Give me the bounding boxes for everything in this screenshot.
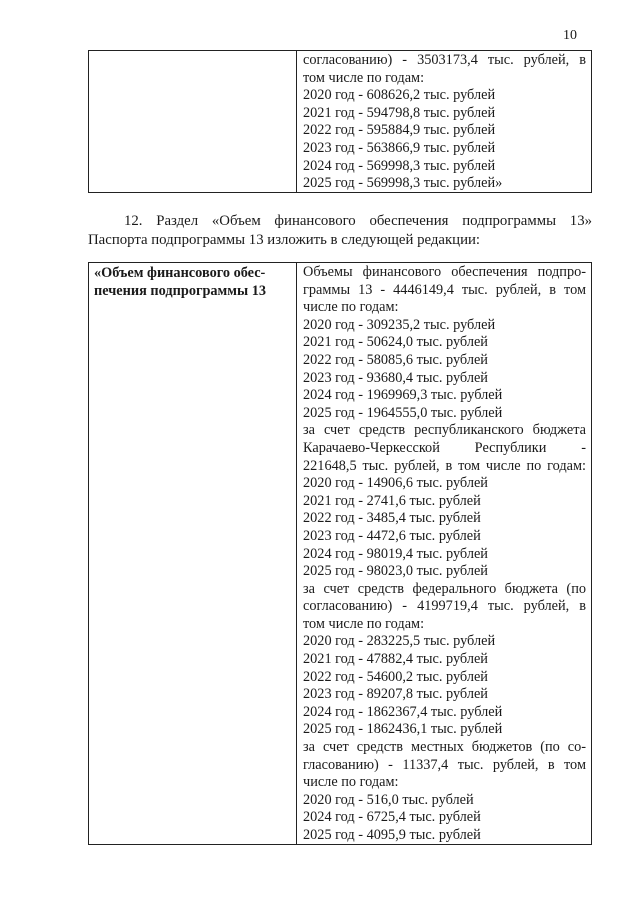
text-line: согласованию) - 3503173,4 тыс. рублей, в — [303, 52, 586, 68]
year-line: 2021 год - 2741,6 тыс. рублей — [303, 492, 481, 509]
text-line: за счет средств местных бюджетов (по со- — [303, 739, 586, 756]
year-line: 2023 год - 89207,8 тыс. рублей — [303, 686, 488, 703]
heading-line: «Объем финансового обес- — [94, 265, 266, 281]
text-line: том числе по годам: — [303, 69, 425, 86]
amendment-paragraph — [88, 212, 592, 249]
text-line: Карачаево-Черкесской Республики - — [303, 439, 586, 456]
heading-line: печения подпрограммы 13 — [94, 282, 267, 299]
text-line: том числе по годам: — [303, 615, 425, 632]
text-line: числе по годам: — [303, 774, 399, 791]
year-line: 2024 год - 569998,3 тыс. рублей — [303, 157, 496, 174]
text-line: числе по годам: — [303, 299, 399, 316]
text-line: за счет средств республиканского бюджета — [303, 422, 586, 439]
year-line: 2022 год - 595884,9 тыс. рублей — [303, 122, 496, 139]
year-line: 2020 год - 309235,2 тыс. рублей — [303, 316, 496, 333]
year-line: 2021 год - 47882,4 тыс. рублей — [303, 651, 488, 668]
year-line: 2020 год - 516,0 тыс. рублей — [303, 791, 474, 808]
text-line: 221648,5 тыс. рублей, в том числе по годам: — [303, 457, 586, 474]
paragraph-line-1: 12. Раздел «Объем финансового обеспечения подпрограммы 13» — [124, 213, 592, 229]
year-line: 2024 год - 98019,4 тыс. рублей — [303, 545, 488, 562]
page-number: 10 — [563, 28, 577, 43]
table-financing-left-cell — [89, 263, 297, 845]
year-line: 2023 год - 4472,6 тыс. рублей — [303, 527, 481, 544]
year-line: 2021 год - 50624,0 тыс. рублей — [303, 334, 488, 351]
table-continued — [88, 50, 592, 193]
text-line: Объемы финансового обеспечения подпро- — [303, 264, 586, 280]
year-line: 2021 год - 594798,8 тыс. рублей — [303, 104, 496, 121]
year-line: 2020 год - 14906,6 тыс. рублей — [303, 475, 488, 492]
text-line: за счет средств федерального бюджета (по — [303, 580, 586, 597]
year-line: 2025 год - 98023,0 тыс. рублей — [303, 563, 488, 580]
year-line: 2023 год - 563866,9 тыс. рублей — [303, 139, 496, 156]
year-line: 2022 год - 54600,2 тыс. рублей — [303, 668, 488, 685]
year-line: 2022 год - 58085,6 тыс. рублей — [303, 351, 488, 368]
year-line: 2025 год - 1862436,1 тыс. рублей — [303, 721, 503, 738]
table-continued-left-cell — [89, 51, 297, 193]
paragraph-line-2: Паспорта подпрограммы 13 изложить в следующей редакции: — [88, 231, 481, 248]
text-line: гласованию) - 11337,4 тыс. рублей, в том — [303, 756, 586, 773]
year-line: 2025 год - 4095,9 тыс. рублей — [303, 827, 481, 843]
text-line: граммы 13 - 4446149,4 тыс. рублей, в том — [303, 281, 586, 298]
table-financing — [88, 262, 592, 845]
year-line: 2025 год - 569998,3 тыс. рублей» — [303, 175, 503, 192]
year-line: 2024 год - 1862367,4 тыс. рублей — [303, 703, 503, 720]
year-line: 2024 год - 1969969,3 тыс. рублей — [303, 387, 503, 404]
year-line: 2023 год - 93680,4 тыс. рублей — [303, 369, 488, 386]
year-line: 2025 год - 1964555,0 тыс. рублей — [303, 404, 503, 421]
year-line: 2022 год - 3485,4 тыс. рублей — [303, 510, 481, 527]
year-line: 2020 год - 608626,2 тыс. рублей — [303, 87, 496, 104]
financing-heading — [89, 263, 296, 300]
table-continued-right-cell — [297, 51, 592, 193]
text-line: согласованию) - 4199719,4 тыс. рублей, в — [303, 598, 586, 615]
table-financing-right-cell — [297, 263, 592, 845]
year-line: 2020 год - 283225,5 тыс. рублей — [303, 633, 496, 650]
year-line: 2024 год - 6725,4 тыс. рублей — [303, 809, 481, 826]
